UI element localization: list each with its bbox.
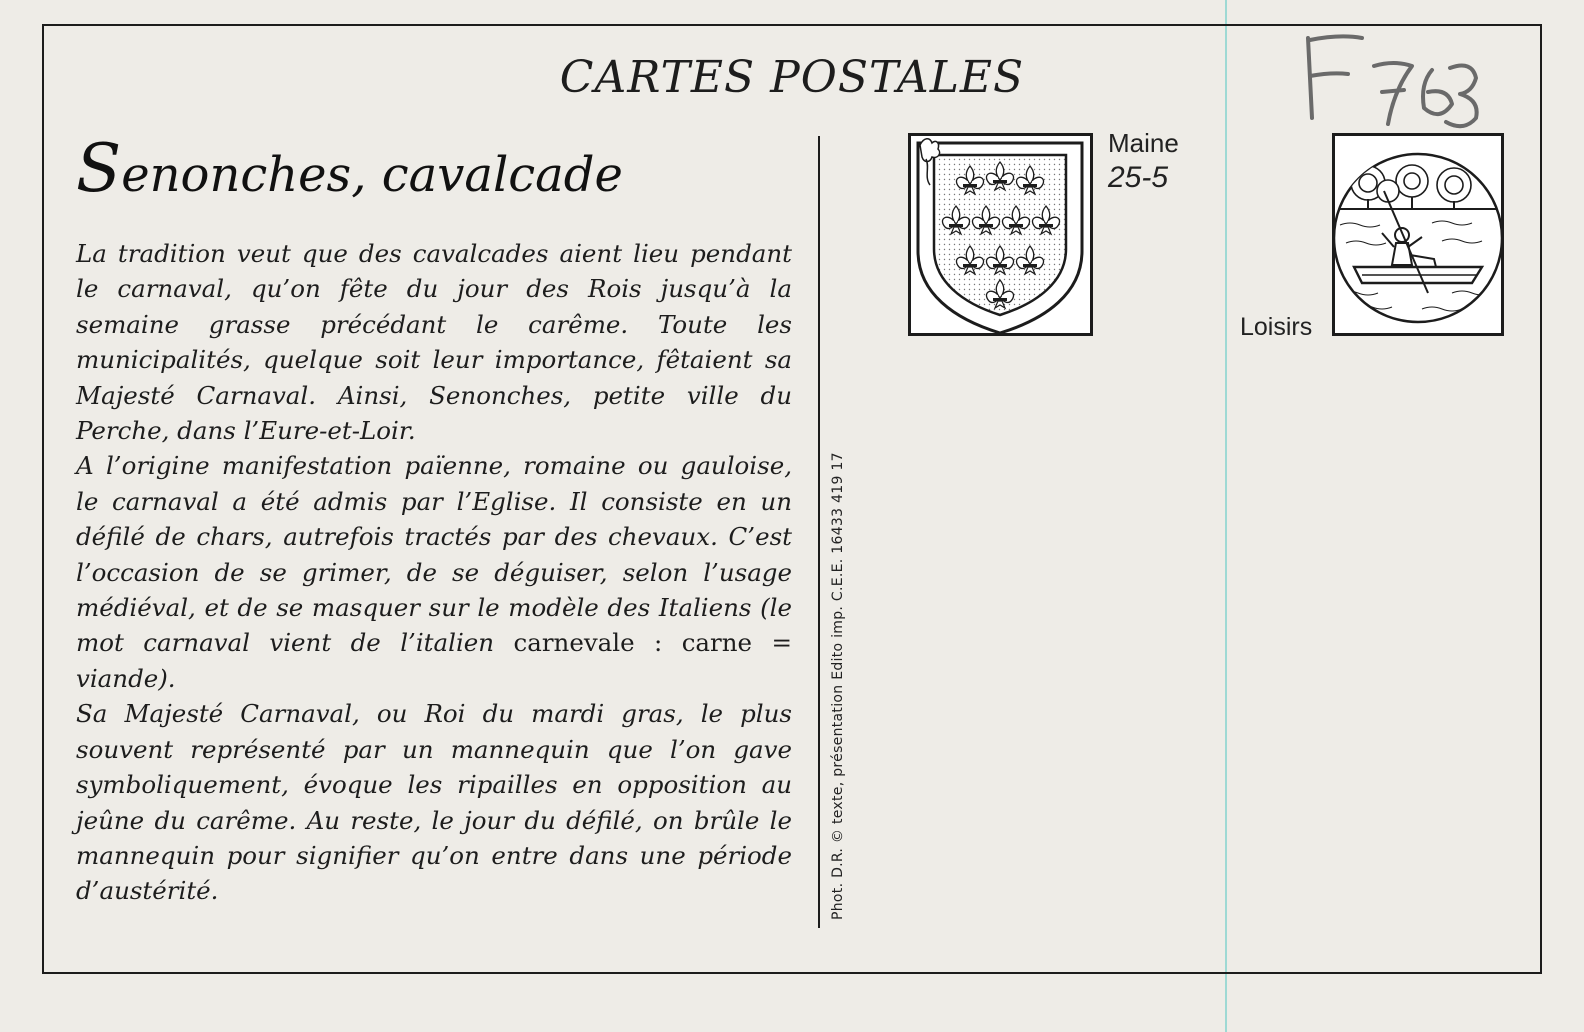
card-title-rest: enonches, cavalcade bbox=[121, 147, 623, 203]
leisure-label: Loisirs bbox=[1240, 313, 1313, 341]
handwritten-code bbox=[1290, 30, 1490, 140]
photo-credit: Phot. D.R. © texte, présentation Edito imp. C.E.E. 16433 419 17 bbox=[830, 452, 846, 920]
stamp-region: Maine bbox=[1108, 128, 1179, 158]
stamp-series bbox=[1108, 128, 1179, 195]
paragraph-2-end: viande). bbox=[76, 663, 176, 693]
paragraph-2-etymology: carnevale : carne = bbox=[513, 628, 792, 658]
card-title bbox=[76, 130, 623, 207]
stamp-code: 25-5 bbox=[1108, 161, 1169, 194]
card-description bbox=[76, 236, 792, 909]
header-title: CARTES POSTALES bbox=[559, 52, 1025, 103]
paragraph-3: Sa Majesté Carnaval, ou Roi du mardi gras, le plus souvent représenté par un mannequin que l’on gave symboliquement, évoque les ripailles en opposition au jeûne du carême. Au reste, le jour du défilé, on brûle le mannequin pour signifier qu’on entre dans une période d’austérité. bbox=[76, 699, 792, 906]
card-title-initial: S bbox=[76, 130, 122, 207]
rowing-boat-icon bbox=[1332, 133, 1504, 336]
fleur-de-lis-shield-icon bbox=[908, 133, 1096, 337]
address-divider bbox=[818, 136, 820, 928]
paragraph-1: La tradition veut que des cavalcades aient lieu pendant le carnaval, qu’on fête du jour des Rois jusqu’à la semaine grasse précédant le carême. Toute les municipalités, quelque soit leur importance, fêtaient sa Majesté Carnaval. Ainsi, Senonches, petite ville du Perche, dans l’Eure-et-Loir. bbox=[76, 239, 792, 446]
paragraph-2-text: A l’origine manifestation païenne, romaine ou gauloise, le carnaval a été admis par l’Eglise. Il consiste en un défilé de chars, autrefois tractés par des chevaux. C’est l’occasion de se grimer, de se déguiser, selon l’usage médiéval, et de se masquer sur le modèle des Italiens (le mot carnaval vient de l’italien bbox=[76, 451, 792, 658]
paragraph-2 bbox=[76, 448, 792, 696]
